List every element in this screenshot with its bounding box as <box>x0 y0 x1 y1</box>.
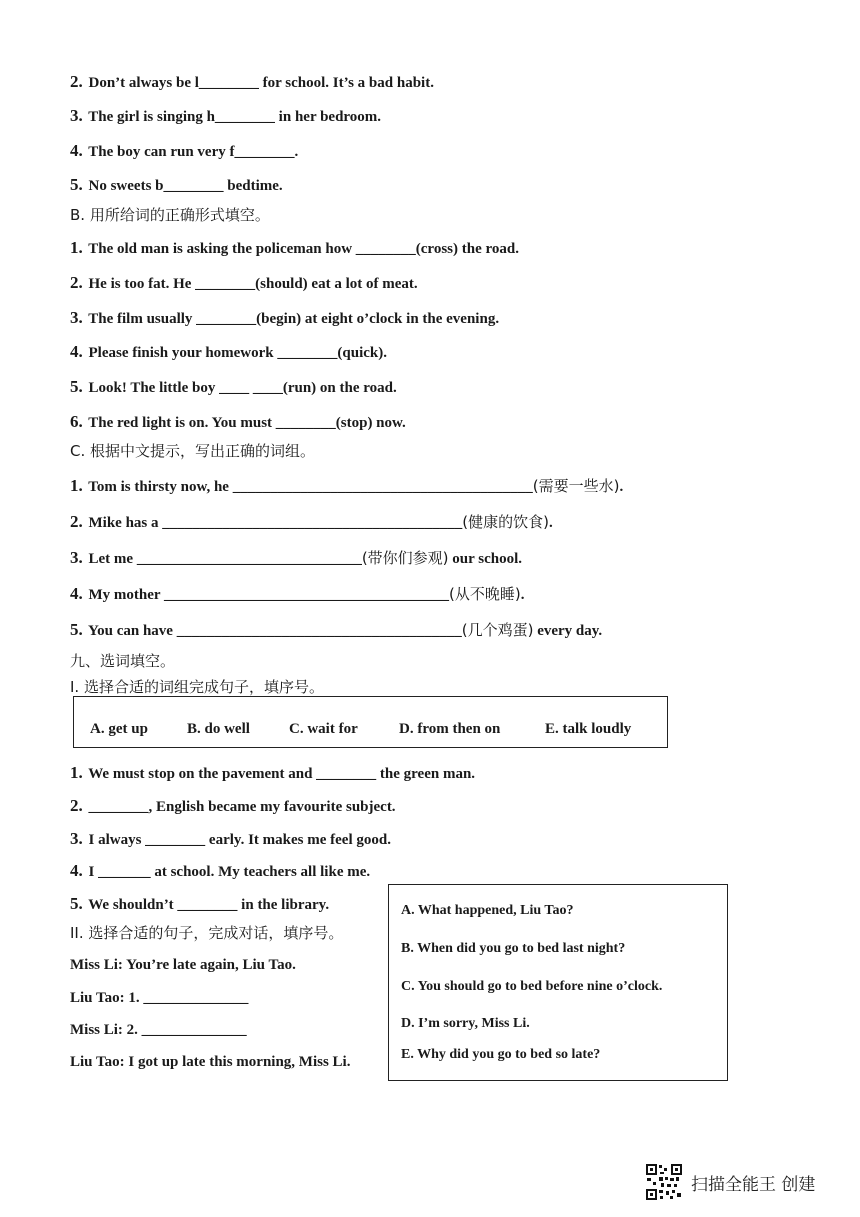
question-9-4: 4. I _______ at school. My teachers all like me. <box>70 861 371 880</box>
dialog-options-box <box>388 884 728 1081</box>
question-9-2: 2. ________, English became my favourite subject. <box>70 796 396 815</box>
question-9-3: 3. I always ________ early. It makes me feel good. <box>70 829 391 848</box>
part-ii-heading: II. 选择合适的句子，完成对话，填序号。 <box>70 924 344 942</box>
question-b4: 4. Please finish your homework ________(quick). <box>70 342 387 361</box>
dialog-option-a: A. What happened, Liu Tao? <box>401 903 574 918</box>
question-c5: 5. You can have ______________________________________(几个鸡蛋) every day. <box>70 620 603 639</box>
question-a2: 2. Don’t always be l________ for school. It’s a bad habit. <box>70 72 434 91</box>
dialog-line-3: Miss Li: 2. ______________ <box>70 1022 247 1038</box>
dialog-option-b: B. When did you go to bed last night? <box>401 941 626 956</box>
question-b1: 1. The old man is asking the policeman how ________(cross) the road. <box>70 238 519 257</box>
watermark-text: 扫描全能王 创建 <box>691 1174 816 1195</box>
question-b6: 6. The red light is on. You must ________(stop) now. <box>70 412 406 431</box>
question-c3: 3. Let me ______________________________(带你们参观) our school. <box>70 548 523 567</box>
dialog-option-d: D. I’m sorry, Miss Li. <box>401 1016 530 1031</box>
question-b5: 5. Look! The little boy ____ ____(run) on the road. <box>70 377 397 396</box>
option-b: B. do well <box>187 721 250 737</box>
question-c1: 1. Tom is thirsty now, he ________________________________________(需要一些水). <box>70 476 624 495</box>
dialog-line-4: Liu Tao: I got up late this morning, Miss Li. <box>70 1054 351 1070</box>
dialog-line-2: Liu Tao: 1. ______________ <box>70 990 249 1006</box>
option-e: E. talk loudly <box>545 721 632 737</box>
option-c: C. wait for <box>289 721 358 737</box>
question-a3: 3. The girl is singing h________ in her bedroom. <box>70 106 382 125</box>
word-options-box <box>73 696 668 748</box>
question-c4: 4. My mother ______________________________________(从不晚睡). <box>70 584 525 603</box>
option-a: A. get up <box>90 721 148 737</box>
section-c-heading: C. 根据中文提示，写出正确的词组。 <box>70 442 316 460</box>
part-i-heading: I. 选择合适的词组完成句子，填序号。 <box>70 678 324 696</box>
scanner-watermark <box>645 1163 815 1201</box>
dialog-option-c: C. You should go to bed before nine o’clock. <box>401 979 663 994</box>
dialog-line-1: Miss Li: You’re late again, Liu Tao. <box>70 957 296 973</box>
question-a4: 4. The boy can run very f________. <box>70 141 299 160</box>
qr-code-icon <box>645 1163 683 1201</box>
section-9-heading: 九、选词填空。 <box>70 652 176 670</box>
question-b2: 2. He is too fat. He ________(should) eat a lot of meat. <box>70 273 418 292</box>
option-d: D. from then on <box>399 721 501 737</box>
question-c2: 2. Mike has a ________________________________________(健康的饮食). <box>70 512 553 531</box>
question-b3: 3. The film usually ________(begin) at eight o’clock in the evening. <box>70 308 500 327</box>
question-9-1: 1. We must stop on the pavement and ________ the green man. <box>70 763 476 782</box>
section-b-heading: B. 用所给词的正确形式填空。 <box>70 206 270 224</box>
dialog-option-e: E. Why did you go to bed so late? <box>401 1047 601 1062</box>
question-a5: 5. No sweets b________ bedtime. <box>70 175 283 194</box>
question-9-5: 5. We shouldn’t ________ in the library. <box>70 894 330 913</box>
